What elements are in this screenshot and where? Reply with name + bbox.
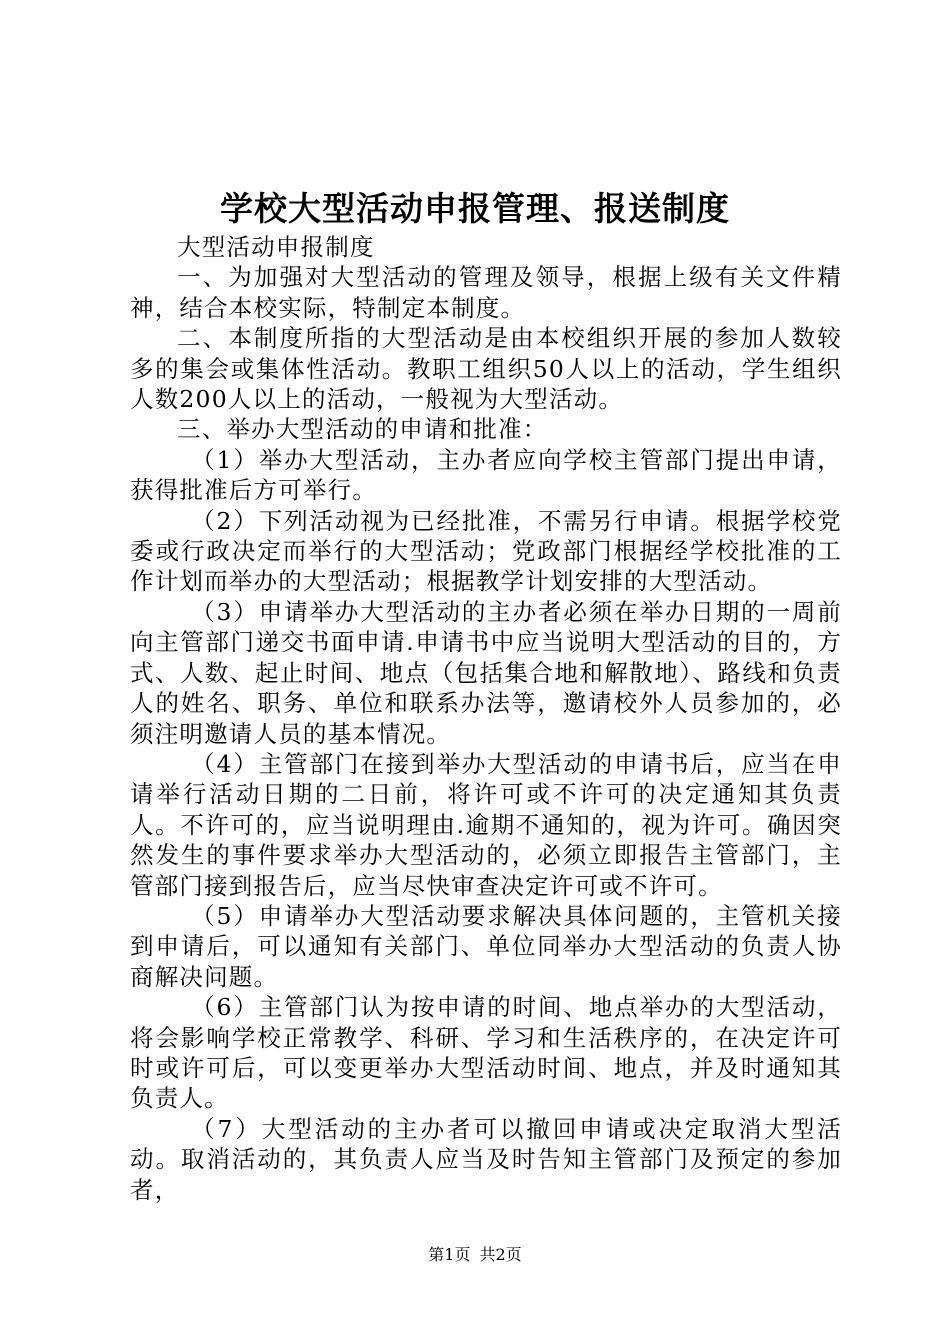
paragraph-section-2: 二、本制度所指的大型活动是由本校组织开展的参加人数较多的集会或集体性活动。教职工组织50人以上的活动，学生组织人数200人以上的活动，一般视为大型活动。 (130, 324, 842, 414)
paragraph-item-7: （7）大型活动的主办者可以撤回申请或决定取消大型活动。取消活动的，其负责人应当及时告知主管部门及预定的参加者， (130, 1114, 842, 1204)
paragraph-item-5: （5）申请举办大型活动要求解决具体问题的，主管机关接到申请后，可以通知有关部门、单位同举办大型活动的负责人协商解决问题。 (130, 901, 842, 991)
paragraph-item-1: （1）举办大型活动，主办者应向学校主管部门提出申请，获得批准后方可举行。 (130, 445, 842, 505)
paragraph-item-4: （4）主管部门在接到举办大型活动的申请书后，应当在申请举行活动日期的二日前，将许可或不许可的决定通知其负责人。不许可的，应当说明理由.逾期不通知的，视为许可。确因突然发生的事件要求举办大型活动的，必须立即报告主管部门，主管部门接到报告后，应当尽快审查决定许可或不许可。 (130, 749, 842, 900)
paragraph-item-6: （6）主管部门认为按申请的时间、地点举办的大型活动，将会影响学校正常教学、科研、学习和生活秩序的，在决定许可时或许可后，可以变更举办大型活动时间、地点，并及时通知其负责人。 (130, 993, 842, 1113)
paragraph-item-3: （3）申请举办大型活动的主办者必须在举办日期的一周前向主管部门递交书面申请.申请书中应当说明大型活动的目的，方式、人数、起止时间、地点（包括集合地和解散地）、路线和负责人的姓名、职务、单位和联系办法等，邀请校外人员参加的，必须注明邀请人员的基本情况。 (130, 597, 842, 748)
document-title: 学校大型活动申报管理、报送制度 (220, 189, 730, 228)
paragraph-section-1: 一、为加强对大型活动的管理及领导，根据上级有关文件精神，结合本校实际，特制定本制度。 (130, 263, 842, 322)
document-body (130, 232, 842, 1205)
page-number: 第1页 (428, 1245, 471, 1264)
paragraph-item-2: （2）下列活动视为已经批准，不需另行申请。根据学校党委或行政决定而举行的大型活动；党政部门根据经学校批准的工作计划而举办的大型活动；根据教学计划安排的大型活动。 (130, 506, 842, 596)
paragraph-section-3: 三、举办大型活动的申请和批准： (177, 415, 548, 444)
page-footer (0, 1244, 950, 1266)
paragraph-heading: 大型活动申报制度 (177, 233, 375, 261)
page-total: 共2页 (479, 1245, 522, 1264)
